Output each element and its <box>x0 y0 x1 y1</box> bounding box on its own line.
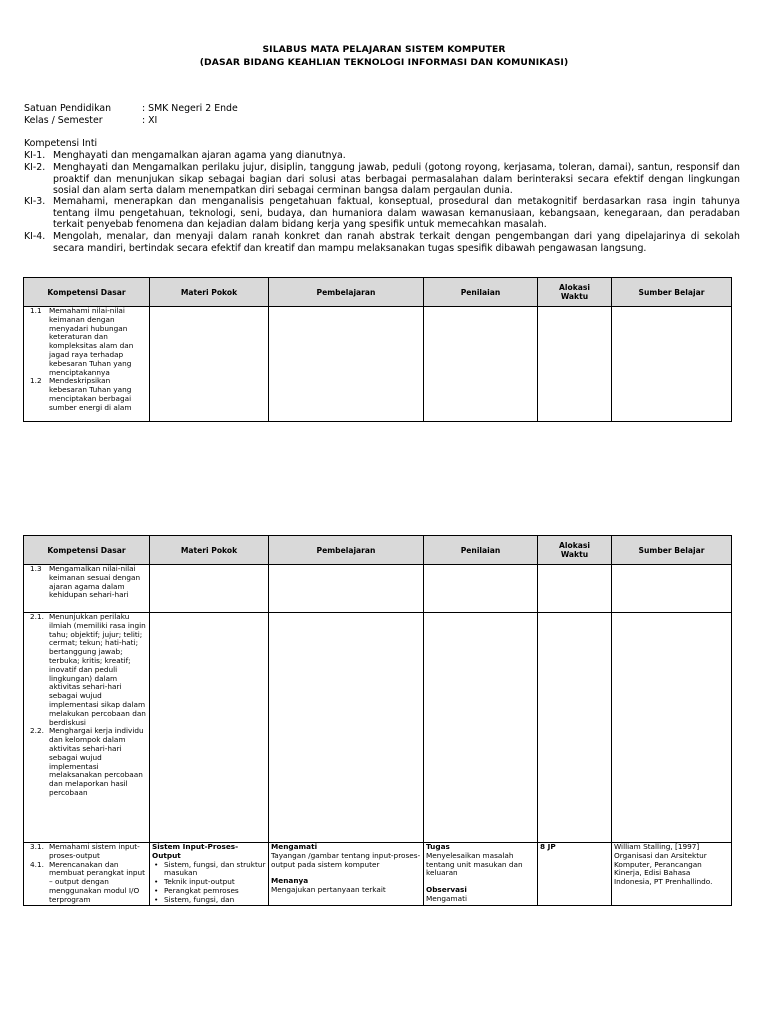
table-row <box>24 307 732 422</box>
kd-cell <box>24 613 150 843</box>
table-row <box>24 613 732 843</box>
kelas-semester-row <box>24 115 157 126</box>
alokasi-value: 8 JP <box>540 842 556 851</box>
pembelajaran-text: Tayangan /gambar tentang input-proses-output pada sistem komputer <box>271 850 421 869</box>
table-header-row <box>24 278 732 307</box>
kd-text: Mengamalkan nilai-nilai keimanan sesuai dengan ajaran agama dalam kehidupan sehari-hari <box>49 564 141 600</box>
pembelajaran-cell <box>269 565 424 613</box>
header-kompetensi-dasar: Kompetensi Dasar <box>24 278 150 307</box>
ki-item <box>24 150 740 162</box>
kd-text: Merencanakan dan membuat perangkat input – output dengan menggunakan modul I/O terprogram <box>49 859 145 904</box>
materi-list <box>152 861 266 905</box>
materi-cell <box>150 843 269 906</box>
kelas-label: Kelas / Semester <box>24 115 103 126</box>
waktu-label: Waktu <box>560 292 589 301</box>
alokasi-cell <box>538 565 612 613</box>
pembelajaran-heading: Mengamati <box>271 842 318 851</box>
kd-number: 1.2 <box>30 376 42 386</box>
penilaian-cell <box>424 613 538 843</box>
ki-text: Mengolah, menalar, dan menyaji dalam ranah konkret dan ranah abstrak terkait dengan pengembangan dari yang dipelajarinya di sekolah secara mandiri, bertindak secara efektif dan kreatif dan mampu melaksanakan tugas spesifik dibawah pengawasan langsung. <box>53 231 740 254</box>
kelas-value: : XI <box>142 115 158 126</box>
ki-text: Menghayati dan mengamalkan ajaran agama yang dianutnya. <box>53 150 346 161</box>
header-pembelajaran: Pembelajaran <box>269 278 424 307</box>
materi-cell <box>150 565 269 613</box>
ki-item <box>24 196 740 231</box>
kd-item <box>26 377 147 412</box>
list-item: • Sistem, fungsi, dan <box>164 896 266 905</box>
pembelajaran-cell <box>269 307 424 422</box>
syllabus-table-1 <box>23 277 732 422</box>
satuan-pendidikan-row <box>24 103 238 114</box>
header-pembelajaran: Pembelajaran <box>269 536 424 565</box>
kd-number: 3.1. <box>30 842 44 851</box>
kd-cell <box>24 565 150 613</box>
kd-number: 1.3 <box>30 564 42 573</box>
pembelajaran-heading: Menanya <box>271 876 309 886</box>
ki-text: Menghayati dan Mengamalkan perilaku jujur, disiplin, tanggung jawab, peduli (gotong royong, kerjasama, toleran, damai), santun, responsif dan proaktif dan menunjukan sikap sebagai bagian dari solusi atas berbagai permasalahan dalam berinteraksi secara efektif dengan lingkungan sosial dan alam serta dalam menempatkan diri sebagai cerminan bangsa dalam pergaulan dunia. <box>53 162 740 197</box>
satuan-label: Satuan Pendidikan <box>24 103 112 114</box>
kd-text: Memahami nilai-nilai keimanan dengan menyadari hubungan keteraturan dan kompleksitas alam dan jagad raya terhadap kebesaran Tuhan yang menciptakannya <box>49 306 134 377</box>
alokasi-label: Alokasi <box>559 283 590 292</box>
kd-item <box>26 613 147 727</box>
list-item: • Teknik input-output <box>164 878 266 887</box>
kompetensi-inti-heading: Kompetensi Inti <box>24 138 98 149</box>
header-sumber-belajar: Sumber Belajar <box>612 278 732 307</box>
penilaian-heading: Observasi <box>426 885 467 895</box>
materi-cell <box>150 613 269 843</box>
kd-number: 2.2. <box>30 726 44 736</box>
kd-text: Mendeskripsikan kebesaran Tuhan yang menciptakan berbagai sumber energi di alam <box>49 376 132 412</box>
kd-item <box>26 307 147 377</box>
kd-cell <box>24 307 150 422</box>
materi-cell <box>150 307 269 422</box>
ki-number: KI-2. <box>24 162 46 173</box>
alokasi-cell <box>538 843 612 906</box>
pembelajaran-cell <box>269 843 424 906</box>
kd-text: Menghargai kerja individu dan kelompok dalam aktivitas sehari-hari sebagai wujud implementasi melaksanakan percobaan dan melaporkan hasil percobaan <box>49 726 144 797</box>
kd-cell <box>24 843 150 906</box>
syllabus-table-2 <box>23 535 732 906</box>
kd-number: 4.1. <box>30 859 44 869</box>
header-materi-pokok: Materi Pokok <box>150 278 269 307</box>
kd-text: Memahami sistem input-proses-output <box>49 842 140 860</box>
sumber-text: William Stalling, [1997] Organisasi dan Arsitektur Komputer, Perancangan Kinerja, Edisi Bahasa Indonesia, PT Prenhallindo. <box>614 842 713 887</box>
header-materi-pokok: Materi Pokok <box>150 536 269 565</box>
ki-item <box>24 162 740 197</box>
satuan-value: : SMK Negeri 2 Ende <box>142 103 238 114</box>
document-title: SILABUS MATA PELAJARAN SISTEM KOMPUTER <box>262 44 506 55</box>
ki-text: Memahami, menerapkan dan menganalisis pengetahuan faktual, konseptual, prosedural dan metakognitif berdasarkan rasa ingin tahunya tentang ilmu pengetahuan, teknologi, seni, budaya, dan humaniora dalam wawasan kemanusiaan, kebangsaan, kenegaraan, dan peradaban terkait penyebab fenomena dan kejadian dalam bidang kerja yang spesifik untuk memecahkan masalah. <box>53 196 740 231</box>
sumber-cell <box>612 613 732 843</box>
header-kompetensi-dasar: Kompetensi Dasar <box>24 536 150 565</box>
penilaian-heading: Tugas <box>426 842 450 851</box>
kd-number: 2.1. <box>30 612 44 621</box>
list-item: • Perangkat pemroses <box>164 887 266 896</box>
kd-item <box>26 861 147 905</box>
table-header-row <box>24 536 732 565</box>
kd-item <box>26 843 147 861</box>
sumber-cell <box>612 565 732 613</box>
alokasi-cell <box>538 613 612 843</box>
header-alokasi-waktu <box>538 536 612 565</box>
ki-number: KI-3. <box>24 196 46 207</box>
ki-item <box>24 231 740 254</box>
table-row <box>24 565 732 613</box>
header-penilaian: Penilaian <box>424 278 538 307</box>
penilaian-text: Menyelesaikan masalah tentang unit masukan dan keluaran <box>426 850 523 878</box>
kd-text: Menunjukkan perilaku ilmiah (memiliki rasa ingin tahu; objektif; jujur; teliti; cermat; tekun; hati-hati; bertanggung jawab; terbuka; kritis; kreatif; inovatif dan peduli lingkungan) dalam aktivitas sehari-hari sebagai wujud implementasi sikap dalam melakukan percobaan dan berdiskusi <box>49 612 146 727</box>
alokasi-label: Alokasi <box>559 541 590 550</box>
penilaian-cell <box>424 307 538 422</box>
materi-title: Sistem Input-Proses-Output <box>152 842 239 860</box>
header-alokasi-waktu <box>538 278 612 307</box>
kd-number: 1.1 <box>30 306 42 315</box>
ki-number: KI-1. <box>24 150 46 161</box>
pembelajaran-cell <box>269 613 424 843</box>
header-sumber-belajar: Sumber Belajar <box>612 536 732 565</box>
ki-number: KI-4. <box>24 231 46 242</box>
waktu-label: Waktu <box>560 550 589 559</box>
list-item: • Sistem, fungsi, dan struktur masukan <box>164 861 266 879</box>
penilaian-cell <box>424 843 538 906</box>
table-row <box>24 843 732 906</box>
penilaian-cell <box>424 565 538 613</box>
sumber-cell <box>612 843 732 906</box>
pembelajaran-text: Mengajukan pertanyaan terkait <box>271 885 386 895</box>
document-subtitle: (DASAR BIDANG KEAHLIAN TEKNOLOGI INFORMASI DAN KOMUNIKASI) <box>199 57 569 68</box>
alokasi-cell <box>538 307 612 422</box>
sumber-cell <box>612 307 732 422</box>
penilaian-text: Mengamati <box>426 893 467 903</box>
kd-item <box>26 727 147 797</box>
header-penilaian: Penilaian <box>424 536 538 565</box>
kd-item <box>26 565 147 600</box>
